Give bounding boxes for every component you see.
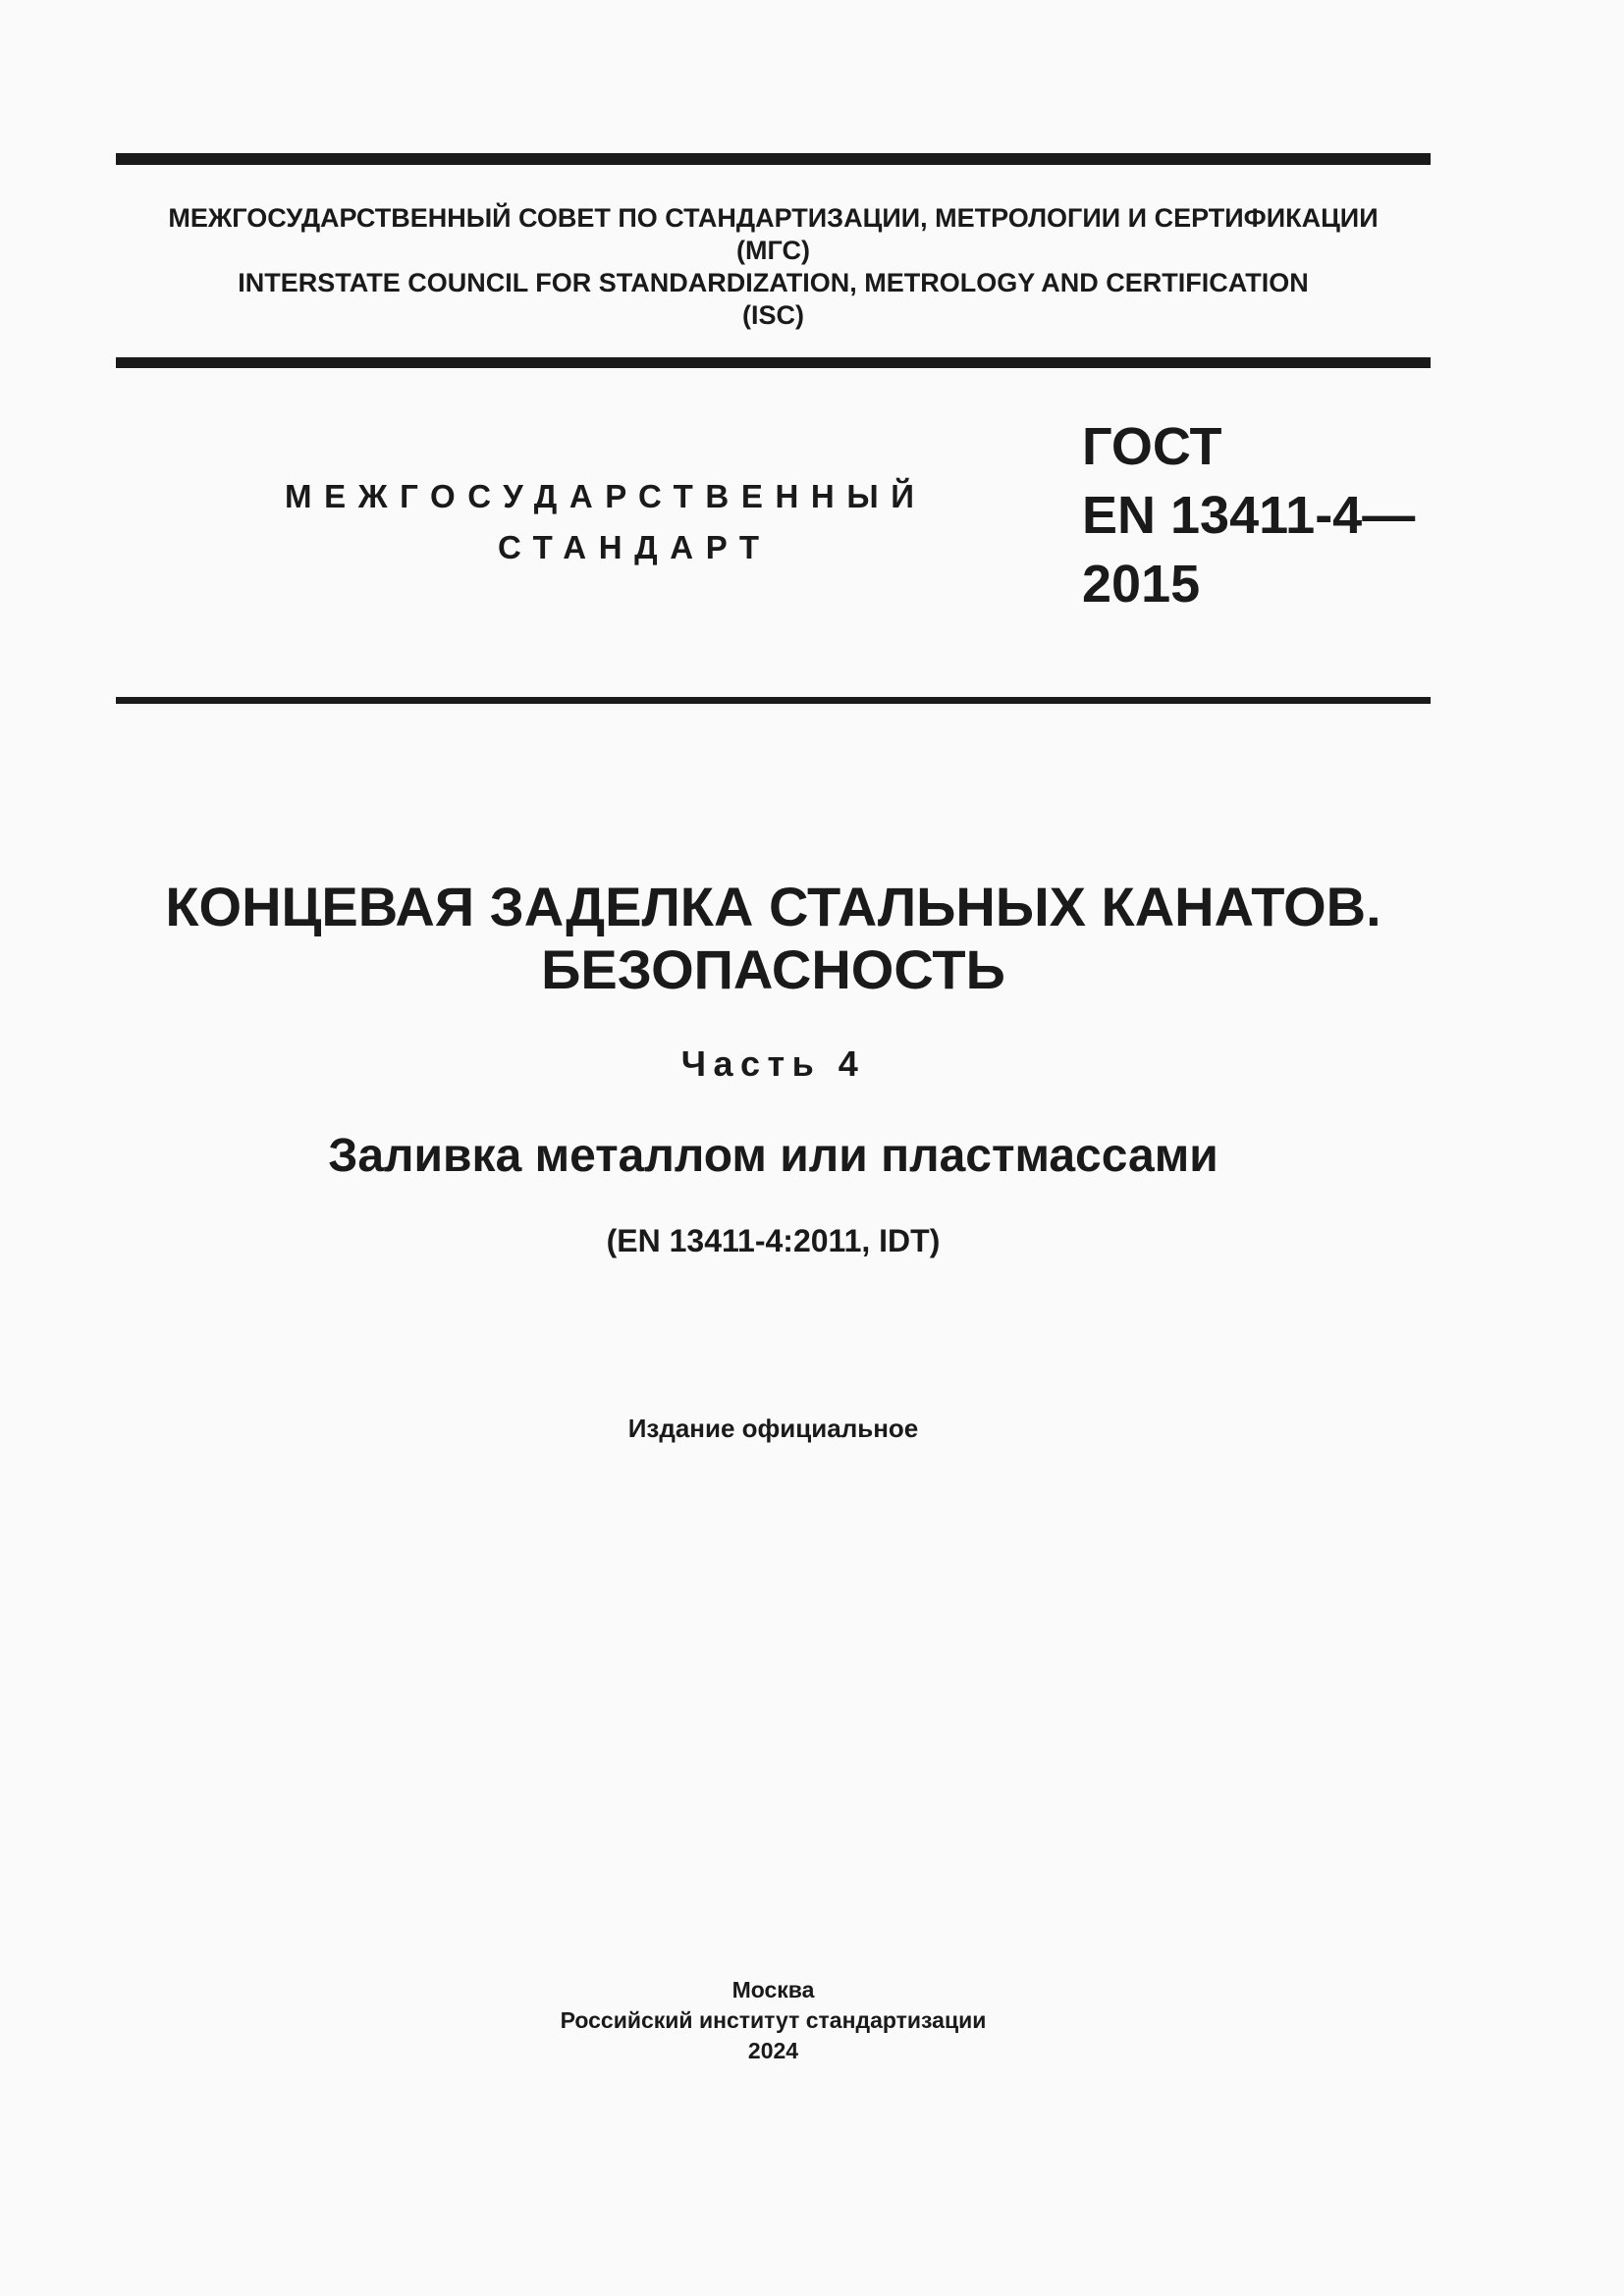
- document-title: [116, 876, 1431, 1001]
- imprint-publisher: Российский институт стандартизации: [560, 2007, 987, 2033]
- designation-line1: ГОСТ: [1082, 417, 1222, 476]
- standard-type-line2: СТАНДАРТ: [498, 529, 772, 565]
- standard-reference: (EN 13411-4:2011, IDT): [606, 1223, 941, 1258]
- designation-line3: 2015: [1082, 555, 1201, 614]
- designation-line2: EN 13411-4—: [1082, 486, 1416, 545]
- header-divider-rule: [116, 357, 1431, 368]
- standard-type-label: [285, 471, 972, 573]
- standard-designation: [1082, 412, 1415, 618]
- council-ru-name: МЕЖГОСУДАРСТВЕННЫЙ СОВЕТ ПО СТАНДАРТИЗАЦИИ, МЕТРОЛОГИИ И СЕРТИФИКАЦИИ: [168, 203, 1379, 233]
- council-en-abbr: (ISC): [742, 300, 804, 330]
- document-subtitle: Заливка металлом или пластмассами: [328, 1130, 1218, 1182]
- imprint-city: Москва: [731, 1977, 815, 2002]
- publisher-imprint: [116, 1975, 1431, 2066]
- council-en-name: INTERSTATE COUNCIL FOR STANDARDIZATION, METROLOGY AND CERTIFICATION: [238, 268, 1309, 297]
- council-header: [116, 202, 1431, 332]
- standard-type-line1: МЕЖГОСУДАРСТВЕННЫЙ: [285, 478, 927, 514]
- edition-note: Издание официальное: [627, 1414, 919, 1443]
- title-line2: БЕЗОПАСНОСТЬ: [541, 938, 1005, 1000]
- top-rule: [116, 153, 1431, 165]
- designation-divider-rule: [116, 697, 1431, 704]
- title-line1: КОНЦЕВАЯ ЗАДЕЛКА СТАЛЬНЫХ КАНАТОВ.: [165, 876, 1381, 937]
- imprint-year: 2024: [747, 2038, 799, 2063]
- council-ru-abbr: (МГС): [736, 236, 810, 265]
- part-number: Часть 4: [680, 1043, 866, 1084]
